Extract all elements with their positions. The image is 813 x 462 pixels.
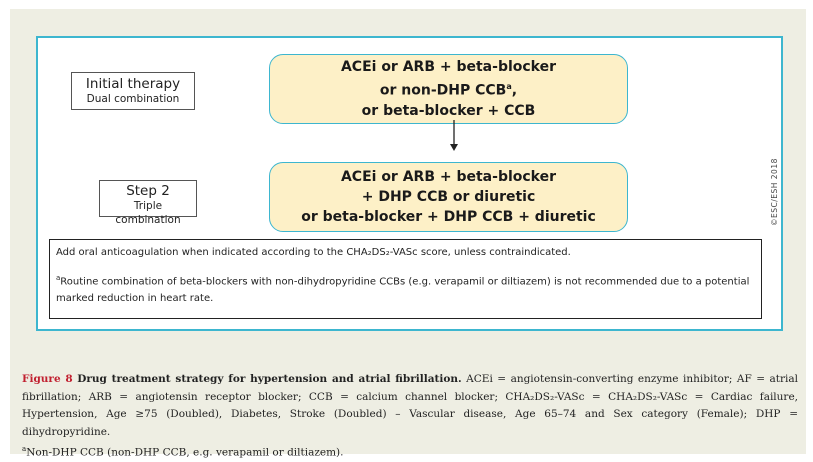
therapy-line: or beta-blocker + DHP CCB + diuretic <box>301 209 596 225</box>
caption-body: ACEi = angiotensin-converting enzyme inhibitor; AF = atrial fibrillation; ARB = angiotensin receptor blocker; CCB = calcium channel blocker; CHA₂DS₂-VASc = CHA₂DS₂-VASc = Cardiac failure, Hypertension, Age ≥75 (Doubled), Diabetes, Stroke (Doubled) – Vascular disease, Age 65–74 and Sex category (Female); DHP = dihydropyridine. <box>22 373 798 438</box>
note-anticoagulation: Add oral anticoagulation when indicated according to the CHA₂DS₂-VASc score, unless contraindicated. <box>56 247 571 258</box>
footnote-mark: a <box>506 82 512 92</box>
copyright-notice: ©ESC/ESH 2018 <box>770 158 779 226</box>
step-title: Initial therapy <box>85 76 181 92</box>
diagram-frame <box>36 36 783 331</box>
therapy-box-initial <box>269 54 628 124</box>
therapy-box-step2 <box>269 162 628 232</box>
therapy-line: ACEi or ARB + beta-blocker <box>340 59 557 76</box>
figure-caption <box>22 371 798 462</box>
footnote-mark: a <box>56 274 61 282</box>
step-title: Step 2 <box>126 183 170 199</box>
figure-title: Drug treatment strategy for hypertension and atrial fibrillation. <box>77 373 462 385</box>
caption-footnote: Non-DHP CCB (non-DHP CCB, e.g. verapamil or diltiazem). <box>26 446 344 459</box>
step-label-step2 <box>99 180 197 226</box>
arrow-down-icon <box>448 120 460 152</box>
therapy-line: or non-DHP CCB$^a$, <box>379 82 518 99</box>
therapy-line: + DHP CCB or diuretic <box>361 189 536 205</box>
therapy-line: ACEi or ARB + beta-blocker <box>340 169 557 185</box>
figure-panel <box>10 9 806 459</box>
footnote-mark: a <box>22 445 27 453</box>
figure-label: Figure 8 <box>22 373 73 385</box>
therapy-line: or beta-blocker + CCB <box>361 102 536 119</box>
step-subtitle: Dual combination <box>86 93 180 105</box>
notes-box <box>49 239 762 319</box>
step-label-initial <box>71 72 195 110</box>
step-subtitle: Triple combination <box>115 200 181 226</box>
note-footnote-a: $^a$Routine combination of beta-blockers with non-dihydropyridine CCBs (e.g. verapamil or diltiazem) is not recommended due to a potential marked reduction in heart rate. <box>56 274 750 305</box>
